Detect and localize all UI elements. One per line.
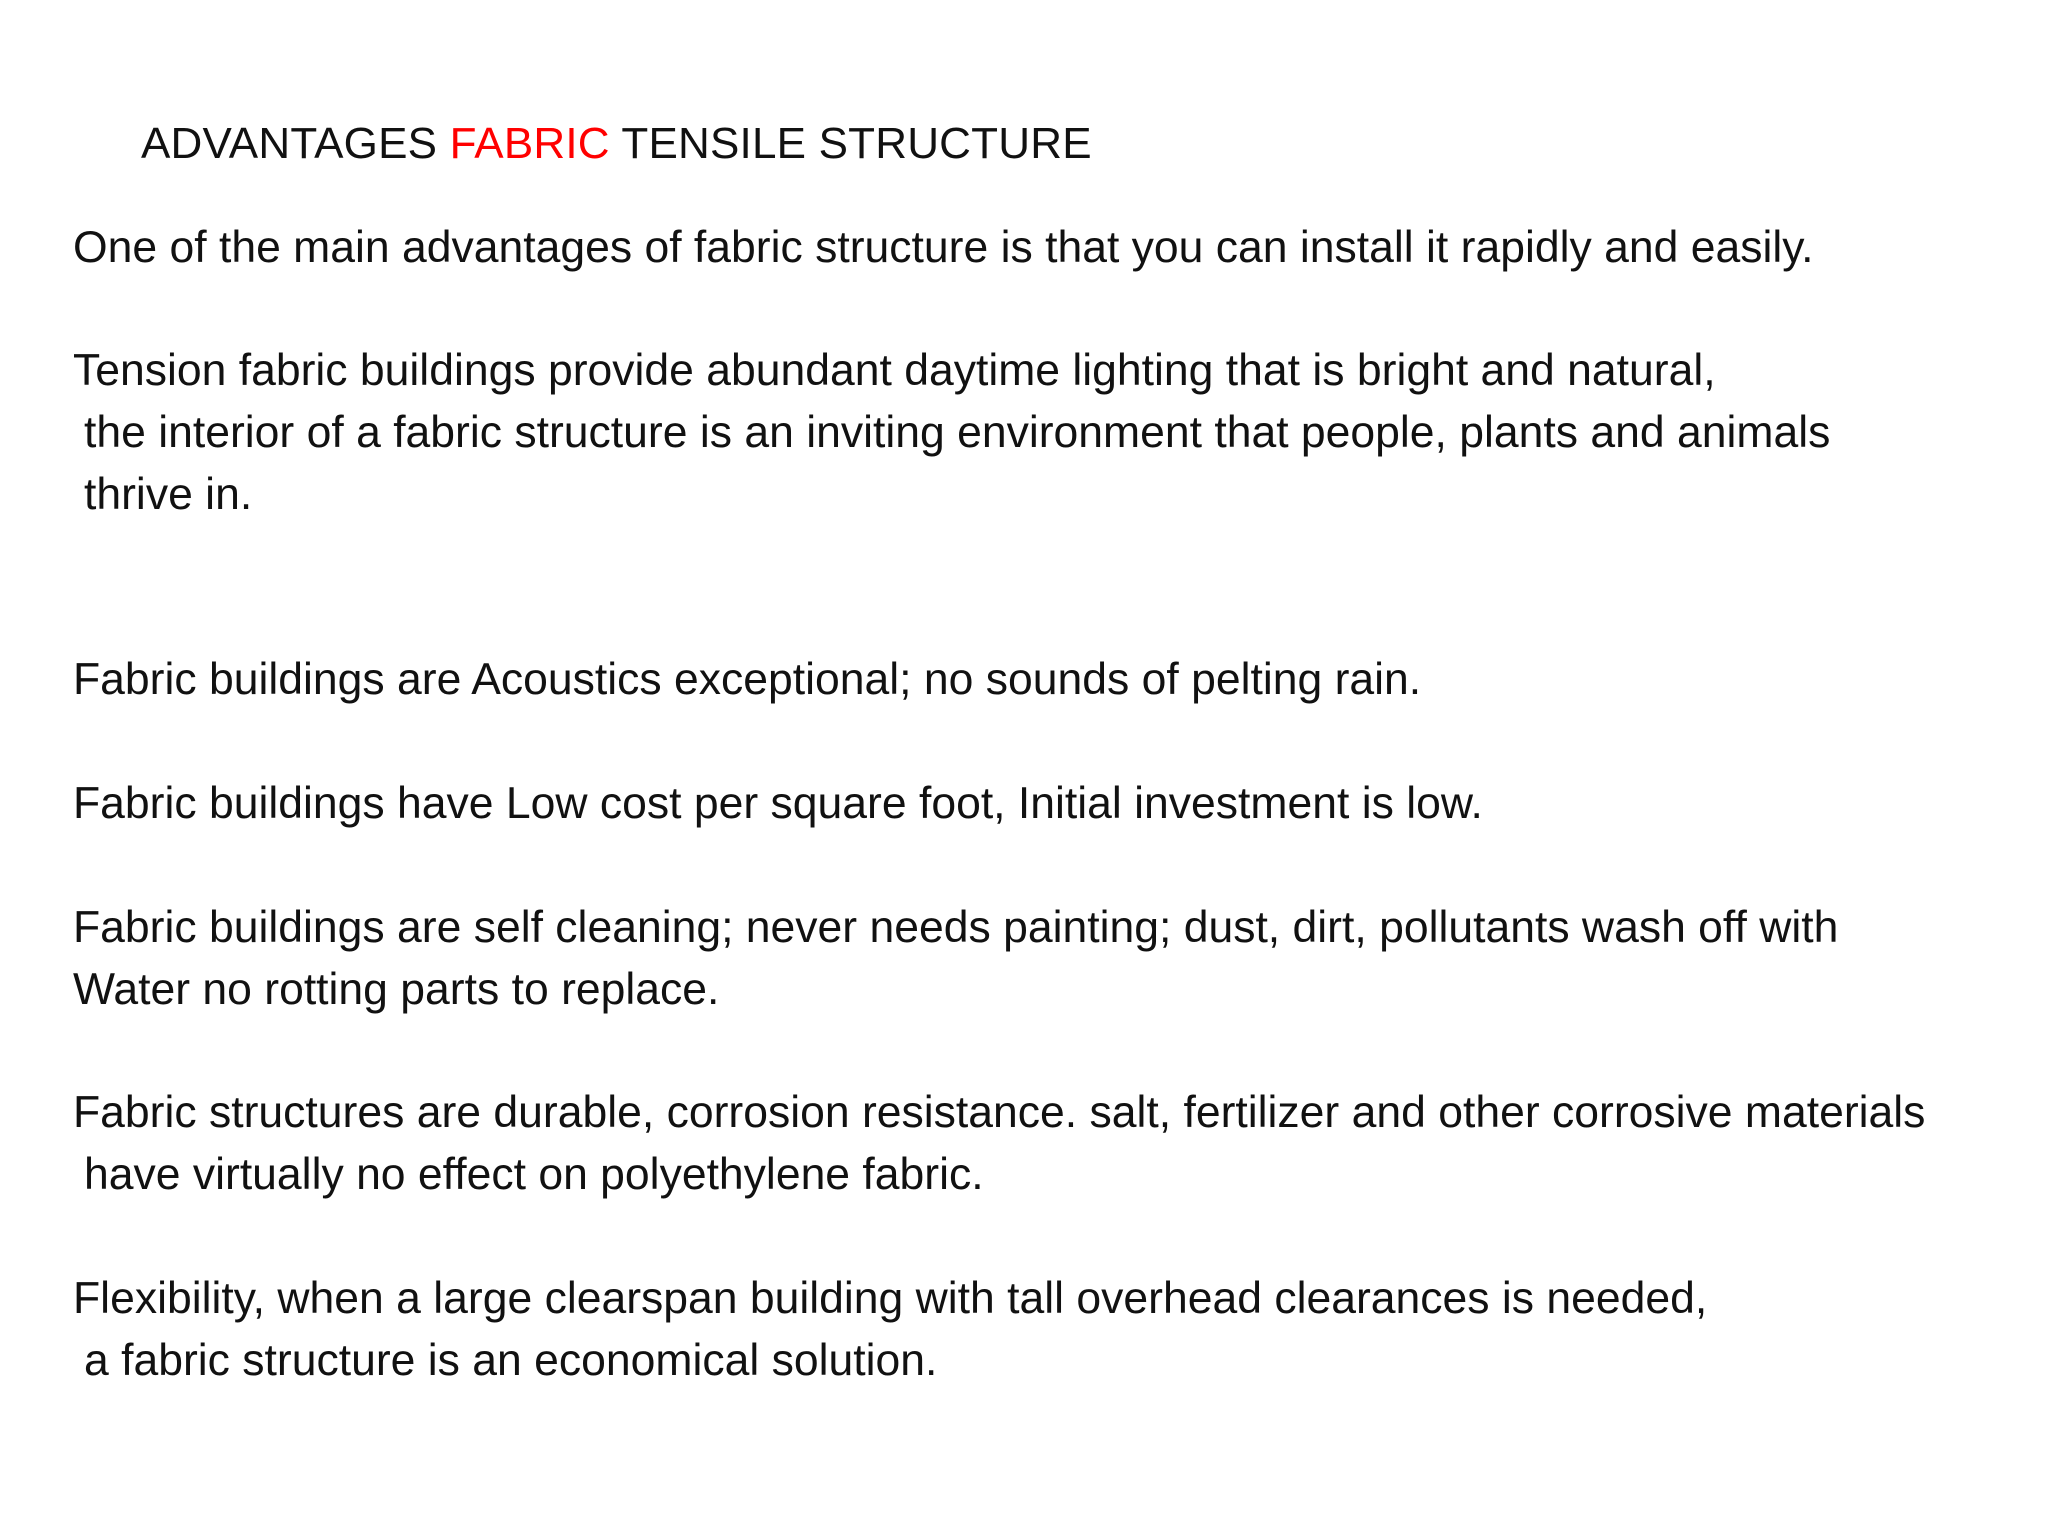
- paragraph-6-line-1: Fabric structures are durable, corrosion resistance. salt, fertilizer and other corrosive materials: [73, 1088, 1926, 1137]
- paragraph-7-line-1: Flexibility, when a large clearspan building with tall overhead clearances is needed,: [73, 1274, 1708, 1323]
- slide-title: [141, 116, 1092, 172]
- title-accent-word: FABRIC: [449, 119, 610, 168]
- paragraph-4-line-1: Fabric buildings have Low cost per square foot, Initial investment is low.: [73, 779, 1483, 828]
- paragraph-2-line-3: thrive in.: [84, 470, 253, 519]
- paragraph-5-line-2: Water no rotting parts to replace.: [73, 965, 720, 1014]
- title-part-2: TENSILE STRUCTURE: [609, 119, 1092, 168]
- paragraph-2-line-2: the interior of a fabric structure is an inviting environment that people, plants and animals: [84, 408, 1831, 457]
- paragraph-3-line-1: Fabric buildings are Acoustics exceptional; no sounds of pelting rain.: [73, 655, 1422, 704]
- title-part-1: ADVANTAGES: [141, 119, 450, 168]
- paragraph-7-line-2: a fabric structure is an economical solution.: [84, 1336, 938, 1385]
- paragraph-6-line-2: have virtually no effect on polyethylene fabric.: [84, 1150, 984, 1199]
- paragraph-5-line-1: Fabric buildings are self cleaning; never needs painting; dust, dirt, pollutants wash off with: [73, 903, 1839, 952]
- paragraph-1-line-1: One of the main advantages of fabric structure is that you can install it rapidly and easily.: [73, 223, 1814, 272]
- paragraph-2-line-1: Tension fabric buildings provide abundant daytime lighting that is bright and natural,: [73, 346, 1716, 395]
